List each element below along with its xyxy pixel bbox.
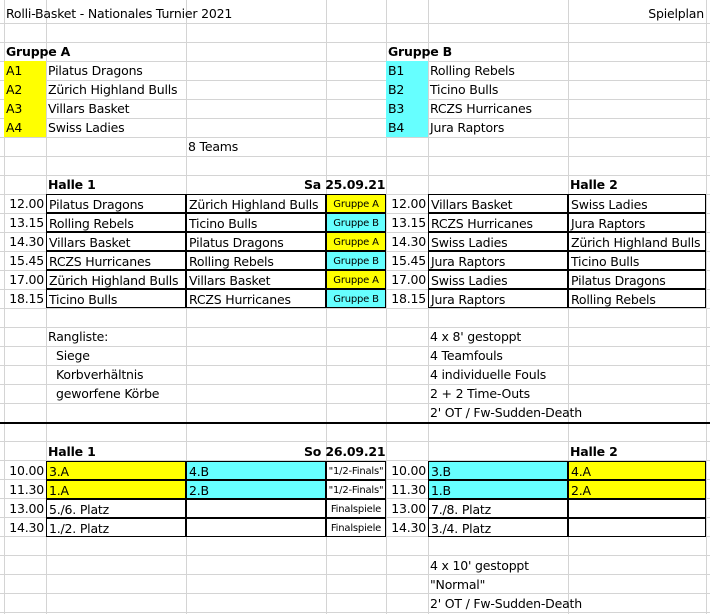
sat-cell-b1[interactable]: Villars Basket xyxy=(186,270,326,289)
sat-cell-t1[interactable]: 17.00 xyxy=(9,272,44,287)
sun-date[interactable]: So 26.09.21 xyxy=(304,444,386,459)
sun-cell-a2[interactable]: 7./8. Platz xyxy=(428,499,568,518)
sat-cell-t1[interactable]: 12.00 xyxy=(9,196,44,211)
group-b-code[interactable]: B3 xyxy=(386,99,428,118)
ranking-item[interactable]: Siege xyxy=(56,348,90,363)
group-b-code[interactable]: B1 xyxy=(386,61,428,80)
group-a-team[interactable]: Pilatus Dragons xyxy=(48,63,143,78)
sun-cell-g[interactable]: Finalspiele xyxy=(326,518,386,537)
group-b-team[interactable]: Jura Raptors xyxy=(430,120,505,135)
sat-cell-t2[interactable]: 17.00 xyxy=(391,272,426,287)
sat-cell-a1[interactable]: Pilatus Dragons xyxy=(46,194,186,213)
sun-hall1-label[interactable]: Halle 1 xyxy=(48,444,96,459)
group-a-code[interactable]: A3 xyxy=(4,99,46,118)
sun-rule[interactable]: 4 x 10' gestoppt xyxy=(430,558,529,573)
sun-cell-a2[interactable]: 3.B xyxy=(428,461,568,480)
sat-cell-b1[interactable]: Ticino Bulls xyxy=(186,213,326,232)
sat-cell-b1[interactable]: RCZS Hurricanes xyxy=(186,289,326,308)
sat-cell-t2[interactable]: 18.15 xyxy=(391,291,426,306)
sat-cell-b1[interactable]: Pilatus Dragons xyxy=(186,232,326,251)
sat-cell-b2[interactable]: Ticino Bulls xyxy=(568,251,706,270)
sat-cell-t2[interactable]: 13.15 xyxy=(391,215,426,230)
sat-cell-b2[interactable]: Rolling Rebels xyxy=(568,289,706,308)
sun-cell-t2[interactable]: 14.30 xyxy=(391,520,426,535)
sat-cell-g[interactable]: Gruppe B xyxy=(326,289,386,308)
sun-cell-a1[interactable]: 1.A xyxy=(46,480,186,499)
group-b-team[interactable]: Rolling Rebels xyxy=(430,63,515,78)
sat-cell-b1[interactable]: Zürich Highland Bulls xyxy=(186,194,326,213)
group-a-code[interactable]: A1 xyxy=(4,61,46,80)
sat-cell-a2[interactable]: Jura Raptors xyxy=(428,251,568,270)
sat-cell-t1[interactable]: 13.15 xyxy=(9,215,44,230)
sun-cell-b2[interactable] xyxy=(568,499,706,518)
sun-cell-b2[interactable]: 4.A xyxy=(568,461,706,480)
ranking-item[interactable]: geworfene Körbe xyxy=(56,386,160,401)
sun-cell-a1[interactable]: 1./2. Platz xyxy=(46,518,186,537)
sat-date[interactable]: Sa 25.09.21 xyxy=(304,177,386,192)
sat-cell-a1[interactable]: RCZS Hurricanes xyxy=(46,251,186,270)
sat-cell-t1[interactable]: 14.30 xyxy=(9,234,44,249)
group-b-code[interactable]: B4 xyxy=(386,118,428,137)
grid-column-line xyxy=(706,0,707,614)
sat-cell-g[interactable]: Gruppe B xyxy=(326,251,386,270)
sun-cell-a2[interactable]: 3./4. Platz xyxy=(428,518,568,537)
sat-hall1-label[interactable]: Halle 1 xyxy=(48,177,96,192)
sat-cell-b2[interactable]: Jura Raptors xyxy=(568,213,706,232)
sun-cell-t2[interactable]: 10.00 xyxy=(391,463,426,478)
sat-cell-a1[interactable]: Zürich Highland Bulls xyxy=(46,270,186,289)
sun-cell-g[interactable]: Finalspiele xyxy=(326,499,386,518)
group-a-code[interactable]: A2 xyxy=(4,80,46,99)
sat-cell-a1[interactable]: Villars Basket xyxy=(46,232,186,251)
team-count[interactable]: 8 Teams xyxy=(188,139,239,154)
sat-cell-a2[interactable]: Swiss Ladies xyxy=(428,232,568,251)
sat-cell-a1[interactable]: Rolling Rebels xyxy=(46,213,186,232)
sat-cell-t2[interactable]: 12.00 xyxy=(391,196,426,211)
sun-cell-t2[interactable]: 13.00 xyxy=(391,501,426,516)
sat-cell-g[interactable]: Gruppe A xyxy=(326,194,386,213)
sat-rule[interactable]: 4 x 8' gestoppt xyxy=(430,329,522,344)
ranking-item[interactable]: Korbverhältnis xyxy=(56,367,144,382)
sat-cell-a2[interactable]: Jura Raptors xyxy=(428,289,568,308)
sat-cell-b2[interactable]: Pilatus Dragons xyxy=(568,270,706,289)
sheet-title[interactable]: Rolli-Basket - Nationales Turnier 2021 xyxy=(6,6,233,21)
sun-cell-g[interactable]: "1/2-Finals" xyxy=(326,461,386,480)
sat-cell-b2[interactable]: Zürich Highland Bulls xyxy=(568,232,706,251)
sun-cell-b1[interactable] xyxy=(186,499,326,518)
sat-cell-b1[interactable]: Rolling Rebels xyxy=(186,251,326,270)
sat-cell-t2[interactable]: 15.45 xyxy=(391,253,426,268)
sun-cell-b2[interactable]: 2.A xyxy=(568,480,706,499)
sun-cell-b2[interactable] xyxy=(568,518,706,537)
group-a-code[interactable]: A4 xyxy=(4,118,46,137)
sun-rule[interactable]: "Normal" xyxy=(430,577,486,592)
sat-cell-t1[interactable]: 18.15 xyxy=(9,291,44,306)
group-a-team[interactable]: Swiss Ladies xyxy=(48,120,125,135)
sun-hall2-label[interactable]: Halle 2 xyxy=(570,444,618,459)
sat-cell-b2[interactable]: Swiss Ladies xyxy=(568,194,706,213)
sat-cell-g[interactable]: Gruppe A xyxy=(326,232,386,251)
sat-hall2-label[interactable]: Halle 2 xyxy=(570,177,618,192)
grid-row-line xyxy=(0,156,710,157)
sat-cell-t1[interactable]: 15.45 xyxy=(9,253,44,268)
sat-rule[interactable]: 2 + 2 Time-Outs xyxy=(430,386,530,401)
ranking-title[interactable]: Rangliste: xyxy=(48,329,109,344)
sat-cell-g[interactable]: Gruppe B xyxy=(326,213,386,232)
sun-cell-b1[interactable]: 2.B xyxy=(186,480,326,499)
sun-cell-b1[interactable]: 4.B xyxy=(186,461,326,480)
sat-cell-a2[interactable]: RCZS Hurricanes xyxy=(428,213,568,232)
group-a-team[interactable]: Zürich Highland Bulls xyxy=(48,82,178,97)
grid-row-line xyxy=(0,137,710,138)
sun-cell-a1[interactable]: 5./6. Platz xyxy=(46,499,186,518)
sat-rule[interactable]: 4 individuelle Fouls xyxy=(430,367,547,382)
sun-cell-t1[interactable]: 14.30 xyxy=(9,520,44,535)
sat-cell-a2[interactable]: Swiss Ladies xyxy=(428,270,568,289)
group-a-team[interactable]: Villars Basket xyxy=(48,101,130,116)
grid-row-line xyxy=(0,23,710,24)
group-b-team[interactable]: Ticino Bulls xyxy=(430,82,499,97)
group-b-code[interactable]: B2 xyxy=(386,80,428,99)
group-a-title[interactable]: Gruppe A xyxy=(6,44,71,59)
sat-cell-g[interactable]: Gruppe A xyxy=(326,270,386,289)
sun-rule[interactable]: 2' OT / Fw-Sudden-Death xyxy=(430,596,582,611)
sat-rule[interactable]: 4 Teamfouls xyxy=(430,348,503,363)
group-b-team[interactable]: RCZS Hurricanes xyxy=(430,101,532,116)
sun-cell-b1[interactable] xyxy=(186,518,326,537)
sheet-right-label[interactable]: Spielplan xyxy=(648,6,704,21)
sun-cell-t1[interactable]: 11.30 xyxy=(9,482,44,497)
sun-cell-a2[interactable]: 1.B xyxy=(428,480,568,499)
sun-cell-t2[interactable]: 11.30 xyxy=(391,482,426,497)
sat-cell-t2[interactable]: 14.30 xyxy=(391,234,426,249)
group-b-title[interactable]: Gruppe B xyxy=(388,44,452,59)
sun-cell-t1[interactable]: 10.00 xyxy=(9,463,44,478)
sat-cell-a1[interactable]: Ticino Bulls xyxy=(46,289,186,308)
sat-cell-a2[interactable]: Villars Basket xyxy=(428,194,568,213)
sun-cell-t1[interactable]: 13.00 xyxy=(9,501,44,516)
section-divider xyxy=(0,422,710,424)
sun-cell-g[interactable]: "1/2-Finals" xyxy=(326,480,386,499)
sat-rule[interactable]: 2' OT / Fw-Sudden-Death xyxy=(430,405,582,420)
sun-cell-a1[interactable]: 3.A xyxy=(46,461,186,480)
